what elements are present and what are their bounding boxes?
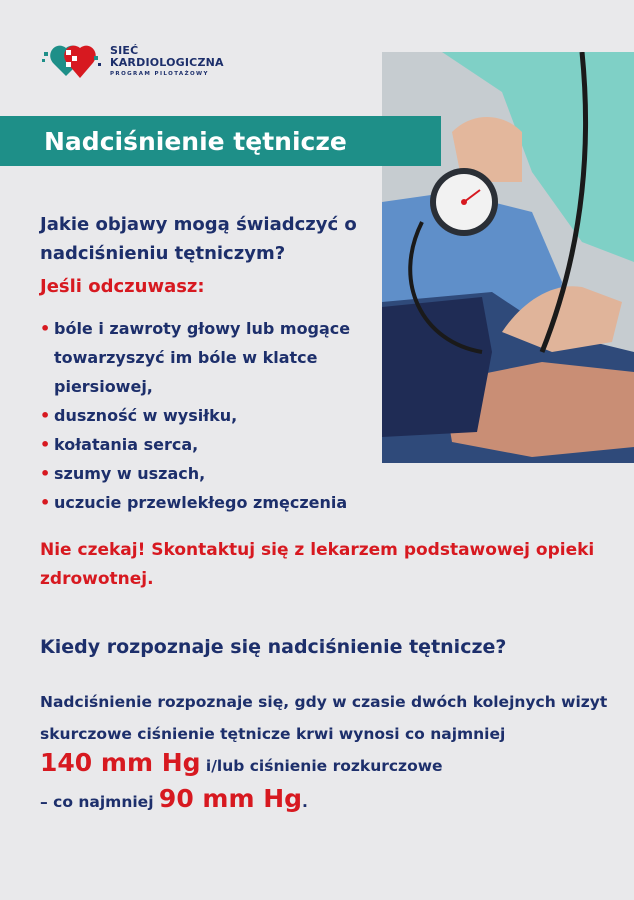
logo-tagline: PROGRAM PILOTAŻOWY: [110, 71, 209, 78]
title-banner: [0, 116, 441, 166]
blood-pressure-measurement-illustration: [382, 52, 634, 463]
list-item: • bóle i zawroty głowy lub mogące towarzyszyć im bóle w klatce piersiowej,: [40, 314, 385, 401]
diagnosis-text-2: i/lub ciśnienie rozkurczowe: [200, 757, 443, 775]
symptoms-intro: Jeśli odczuwasz:: [40, 276, 205, 297]
page-title: Nadciśnienie tętnicze: [44, 127, 347, 156]
diagnosis-text-3: – co najmniej: [40, 793, 159, 811]
diagnosis-text: Nadciśnienie rozpoznaje się, gdy w czasie dwóch kolejnych wizyt skurczowe ciśnienie tętnicze krwi wynosi co najmniej: [40, 693, 608, 743]
symptoms-list: [40, 314, 385, 517]
list-item: • uczucie przewlekłego zmęczenia: [40, 488, 385, 517]
systolic-threshold: 140 mm Hg: [40, 748, 201, 777]
diagnosis-systolic-line: [40, 748, 443, 777]
symptoms-question: Jakie objawy mogą świadczyć o nadciśnieniu tętniczym?: [40, 214, 357, 264]
logo-line-2: KARDIOLOGICZNA: [110, 55, 224, 69]
diagnosis-question: Kiedy rozpoznaje się nadciśnienie tętnicze?: [40, 636, 507, 658]
logo-line-1: SIEĆ: [110, 43, 139, 57]
list-item: • szumy w uszach,: [40, 459, 385, 488]
list-item: • kołatania serca,: [40, 430, 385, 459]
blood-pressure-photo: [382, 52, 634, 463]
diagnosis-diastolic-line: [40, 784, 308, 813]
heart-logo-icon: [42, 40, 104, 82]
call-to-action: Nie czekaj! Skontaktuj się z lekarzem podstawowej opieki zdrowotnej.: [40, 540, 595, 589]
list-item: • duszność w wysiłku,: [40, 401, 385, 430]
logo: [42, 40, 224, 82]
diagnosis-text-4: .: [302, 793, 308, 811]
diastolic-threshold: 90 mm Hg: [158, 784, 303, 813]
